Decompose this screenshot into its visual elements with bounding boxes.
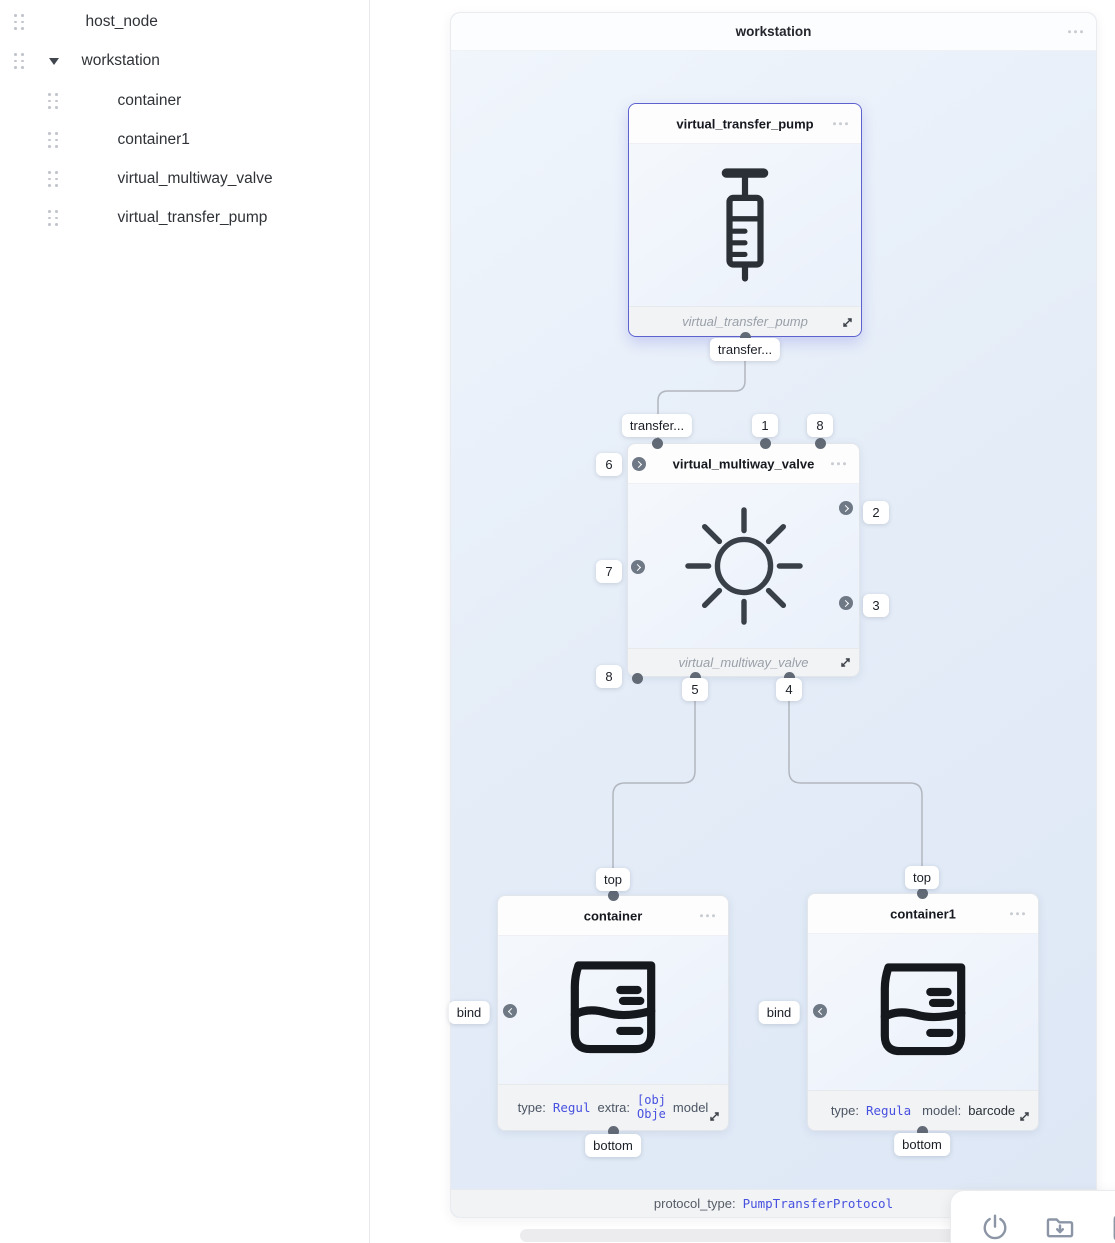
node-title: virtual_transfer_pump [676, 116, 814, 131]
node-title: virtual_multiway_valve [672, 456, 815, 471]
port-handle-6[interactable] [632, 457, 646, 471]
node-title: container1 [890, 906, 956, 921]
node-body [498, 936, 728, 1084]
more-icon[interactable] [831, 462, 847, 466]
sidebar-item-label: container1 [117, 131, 190, 148]
type-value: Regula [866, 1103, 912, 1118]
node-body [628, 484, 859, 648]
node-header[interactable] [629, 104, 861, 144]
drag-grip-icon[interactable] [48, 171, 58, 187]
sidebar-item-label: virtual_transfer_pump [117, 209, 268, 226]
port-label-valve-8-left: 8 [596, 665, 622, 688]
port-label-valve-8-top: 8 [807, 414, 833, 437]
node-header[interactable] [808, 894, 1038, 934]
multiway-valve-icon [685, 507, 803, 625]
type-value: Regul [552, 1100, 591, 1115]
extra-label: extra: [597, 1100, 630, 1115]
sidebar-item-workstation[interactable] [0, 46, 370, 76]
port-label-container-top: top [596, 868, 630, 891]
power-icon[interactable] [979, 1212, 1011, 1243]
syringe-icon [714, 155, 776, 295]
model-label: model [672, 1100, 709, 1115]
drag-grip-icon[interactable] [14, 53, 24, 69]
protocol-type-value: PumpTransferProtocol [742, 1196, 894, 1211]
sidebar-item-label: container [117, 92, 182, 109]
node-footer [628, 648, 859, 676]
port-label-valve-1: 1 [752, 414, 778, 437]
port-handle-container1-top[interactable] [917, 888, 928, 899]
node-body [629, 144, 861, 306]
port-handle-bind[interactable] [813, 1004, 827, 1018]
port-handle-valve-8-top[interactable] [815, 438, 826, 449]
panel-title: workstation [735, 24, 812, 39]
port-label-container-bottom: bottom [585, 1134, 641, 1157]
sidebar-item-container[interactable] [0, 86, 370, 116]
sidebar-item-label: host_node [85, 13, 158, 30]
drag-grip-icon[interactable] [48, 210, 58, 226]
extra-value: [obj Obje [637, 1092, 666, 1121]
port-handle-valve-transfer[interactable] [652, 438, 663, 449]
port-handle-valve-8-left[interactable] [632, 673, 643, 684]
port-handle-valve-1[interactable] [760, 438, 771, 449]
more-icon[interactable] [833, 122, 849, 126]
port-handle-2[interactable] [839, 501, 853, 515]
port-label-container-bind: bind [449, 1001, 490, 1024]
port-label-valve-6: 6 [596, 453, 622, 476]
node-virtual-multiway-valve[interactable] [627, 443, 860, 677]
port-handle-3[interactable] [839, 596, 853, 610]
node-container1[interactable] [807, 893, 1039, 1131]
port-handle-container-top[interactable] [608, 890, 619, 901]
sidebar-item-virtual-multiway-valve[interactable] [0, 164, 370, 194]
sidebar-item-label: virtual_multiway_valve [117, 170, 273, 187]
resize-icon[interactable] [708, 1110, 721, 1123]
instance-name: virtual_transfer_pump [682, 314, 808, 329]
node-tree-sidebar [0, 0, 370, 1243]
sidebar-item-virtual-transfer-pump[interactable] [0, 203, 370, 233]
node-footer [498, 1084, 728, 1130]
drag-grip-icon[interactable] [14, 14, 24, 30]
node-footer [808, 1090, 1038, 1130]
node-body [808, 934, 1038, 1090]
port-label-valve-5: 5 [682, 678, 708, 701]
resize-icon[interactable] [841, 316, 854, 329]
port-label-valve-3: 3 [863, 594, 889, 617]
type-label: type: [517, 1100, 546, 1115]
drag-grip-icon[interactable] [48, 93, 58, 109]
model-label: model: [922, 1103, 962, 1118]
protocol-type-label: protocol_type: [653, 1196, 736, 1211]
node-container[interactable] [497, 895, 729, 1131]
document-icon[interactable] [1109, 1212, 1115, 1243]
node-title: container [583, 908, 643, 923]
action-toolbar [950, 1190, 1115, 1243]
port-handle-7[interactable] [631, 560, 645, 574]
port-handle-bind[interactable] [503, 1004, 517, 1018]
more-icon[interactable] [700, 914, 716, 918]
folder-download-icon[interactable] [1043, 1211, 1077, 1243]
node-virtual-transfer-pump[interactable] [628, 103, 862, 337]
sidebar-item-label: workstation [81, 52, 160, 69]
instance-name: virtual_multiway_valve [678, 655, 809, 670]
more-icon[interactable] [1068, 30, 1084, 34]
model-value: barcode [968, 1103, 1016, 1118]
more-icon[interactable] [1010, 912, 1026, 916]
resize-icon[interactable] [1018, 1110, 1031, 1123]
node-header[interactable] [498, 896, 728, 936]
beaker-icon [873, 960, 973, 1064]
sidebar-item-host-node[interactable] [0, 7, 370, 37]
node-header[interactable] [628, 444, 859, 484]
caret-down-icon[interactable] [49, 58, 59, 65]
beaker-icon [563, 958, 663, 1062]
port-label-valve-7: 7 [596, 560, 622, 583]
type-label: type: [830, 1103, 859, 1118]
port-label-pump-transfer: transfer... [710, 338, 780, 361]
workstation-panel-header[interactable] [451, 13, 1096, 51]
drag-grip-icon[interactable] [48, 132, 58, 148]
port-label-container1-bottom: bottom [894, 1133, 950, 1156]
port-label-valve-4: 4 [776, 678, 802, 701]
port-label-container1-top: top [905, 866, 939, 889]
resize-icon[interactable] [839, 656, 852, 669]
port-label-container1-bind: bind [759, 1001, 800, 1024]
sidebar-item-container1[interactable] [0, 125, 370, 155]
port-label-valve-2: 2 [863, 501, 889, 524]
port-label-valve-transfer: transfer... [622, 414, 692, 437]
